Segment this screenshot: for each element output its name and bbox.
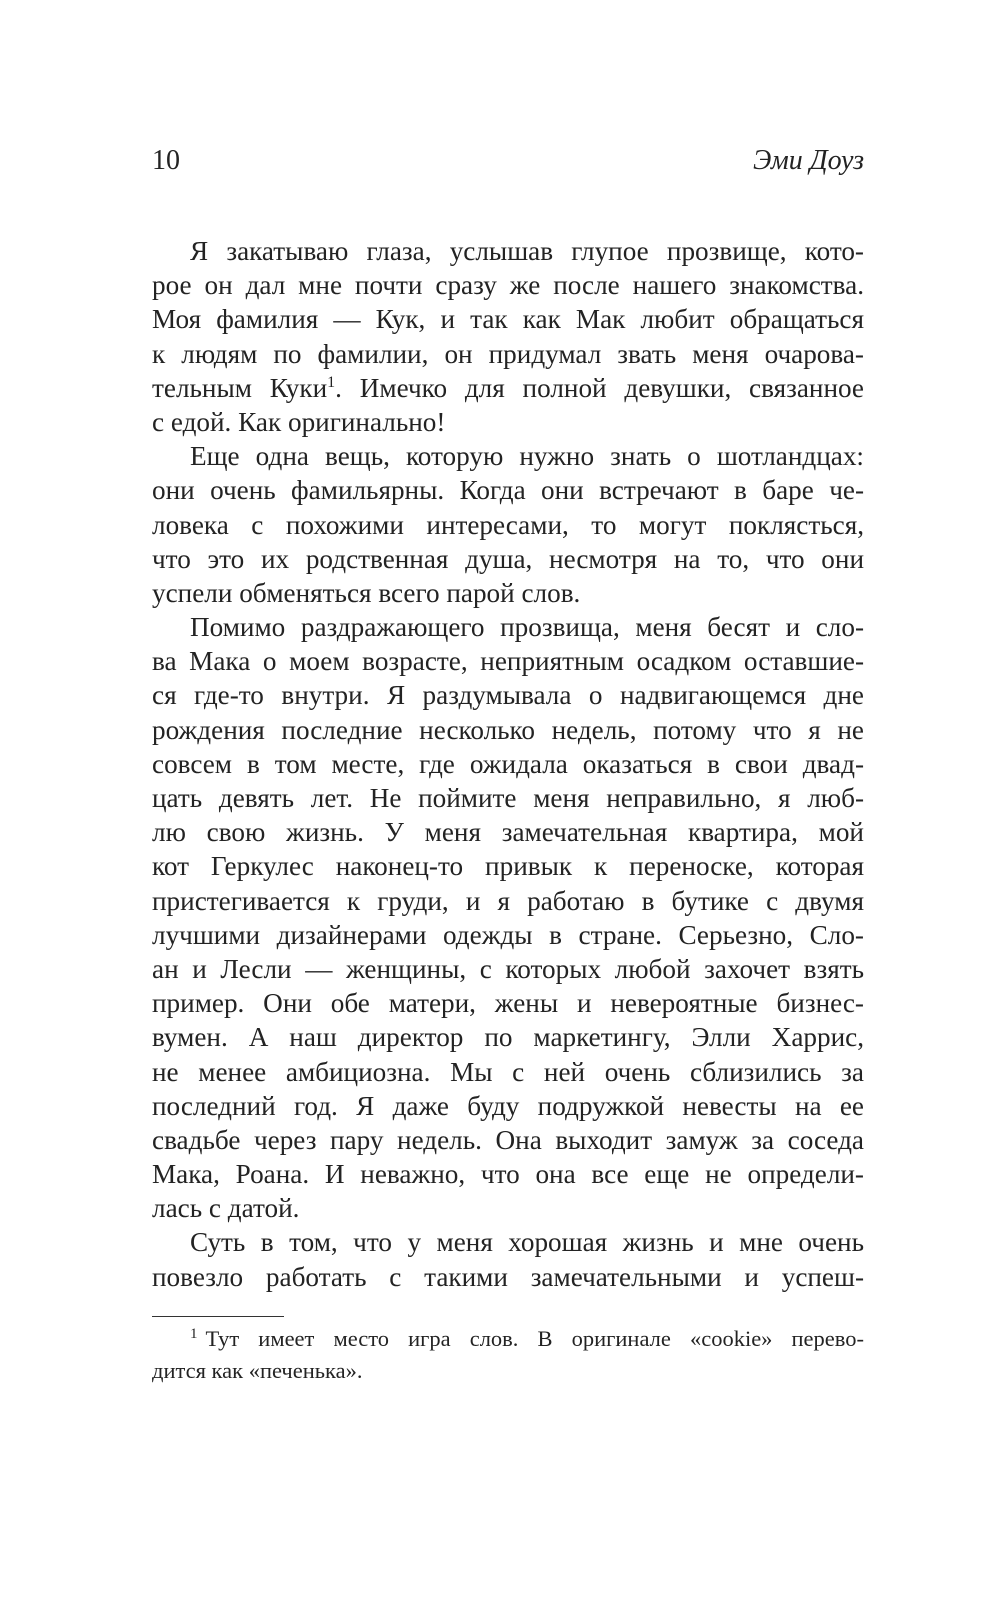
footnote	[152, 1323, 864, 1387]
text-line: Помимо раздражающего прозвища, меня бесят и сло-	[190, 612, 864, 643]
text-line: ва Мака о моем возрасте, неприятным осадком оставшие-	[152, 646, 864, 677]
footnote-line: дится как «печенька».	[152, 1358, 363, 1383]
text-line: пристегивается к груди, и я работаю в бутике с двумя	[152, 885, 864, 916]
text-line: цать девять лет. Не поймите меня неправильно, я люб-	[152, 783, 864, 813]
page-number: 10	[152, 145, 180, 176]
text-line: ловека с похожими интересами, то могут поклясться,	[152, 509, 864, 540]
text-line: пример. Они обе матери, жены и невероятные бизнес-	[152, 988, 864, 1019]
text-line: свадьбе через пару недель. Она выходит замуж за соседа	[152, 1124, 864, 1155]
text-line: Мака, Роана. И неважно, что она все еще не определи-	[152, 1159, 864, 1190]
text-fragment: тельным Куки	[152, 372, 328, 403]
text-line: что это их родственная душа, несмотря на то, что они	[152, 543, 864, 574]
text-line: к людям по фамилии, он придумал звать меня очарова-	[152, 338, 864, 369]
text-line: Я закатываю глаза, услышав глупое прозвище, кото-	[190, 236, 864, 266]
running-head	[152, 145, 864, 189]
text-line: лю свою жизнь. У меня замечательная квартира, мой	[152, 817, 864, 848]
author-name: Эми Доуз	[752, 145, 864, 176]
text-line: Еще одна вещь, которую нужно знать о шотландцах:	[190, 441, 864, 472]
text-line: последний год. Я даже буду подружкой невесты на ее	[152, 1090, 864, 1121]
text-line: кот Геркулес наконец-то привык к переноске, которая	[152, 851, 864, 882]
text-line: они очень фамильярны. Когда они встречают в баре че-	[152, 475, 864, 506]
footnote-text: Тут имеет место игра слов. В оригинале «cookie» перево-	[205, 1326, 864, 1351]
footnote-reference: 1	[327, 373, 336, 391]
text-line: лучшими дизайнерами одежды в стране. Серьезно, Сло-	[152, 919, 864, 950]
text-line: совсем в том месте, где ожидала оказаться в свои двад-	[152, 748, 864, 779]
text-line: ан и Лесли — женщины, с которых любой захочет взять	[152, 953, 864, 984]
footnote-number: 1	[190, 1325, 198, 1342]
text-line: рое он дал мне почти сразу же после нашего знакомства.	[152, 270, 864, 301]
footnote-line	[152, 1323, 864, 1355]
text-line: Моя фамилия — Кук, и так как Мак любит обращаться	[152, 304, 864, 335]
text-line: Суть в том, что у меня хорошая жизнь и мне очень	[190, 1227, 864, 1258]
text-line	[152, 371, 864, 405]
text-line: успели обменяться всего парой слов.	[152, 577, 581, 608]
body-text	[152, 234, 864, 1294]
footnote-divider	[152, 1316, 284, 1317]
text-line: с едой. Как оригинально!	[152, 406, 446, 437]
text-line: рождения последние несколько недель, потому что я не	[152, 714, 864, 745]
text-line: ся где-то внутри. Я раздумывала о надвигающемся дне	[152, 680, 864, 711]
text-line: не менее амбициозна. Мы с ней очень сблизились за	[152, 1056, 864, 1087]
text-fragment: . Имечко для полной девушки, связанное	[335, 372, 864, 403]
text-line: вумен. А наш директор по маркетингу, Элли Харрис,	[152, 1022, 864, 1053]
text-line: лась с датой.	[152, 1193, 300, 1224]
text-line: повезло работать с такими замечательными и успеш-	[152, 1261, 864, 1292]
